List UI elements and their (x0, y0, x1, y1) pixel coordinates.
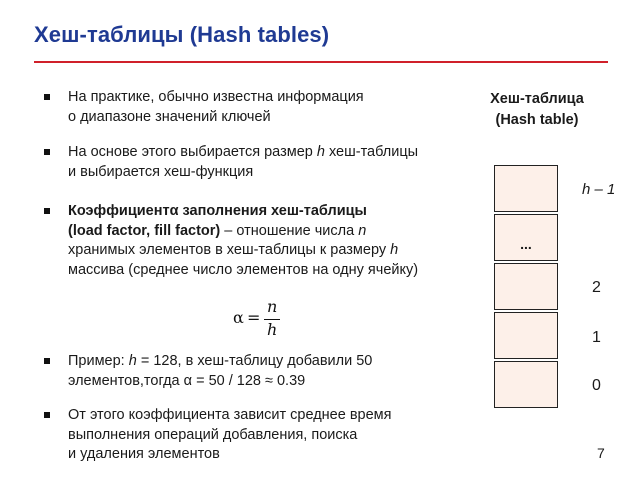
bullet-text: хеш-таблицы (324, 144, 419, 160)
bullet-text-bold: (load factor, fill factor) (68, 222, 221, 239)
hash-table-cell (494, 263, 558, 310)
hash-table-cell (494, 361, 558, 408)
var-h: h (390, 242, 399, 258)
bullet-square-icon (44, 94, 50, 100)
caption-line: (Hash table) (495, 112, 579, 128)
bullet-text: = 50 / 128 ≈ 0.39 (192, 372, 306, 389)
formula-alpha: α (233, 308, 244, 327)
var-h: h (316, 144, 325, 160)
title-divider (34, 61, 608, 63)
bullet-text: элементов,тогда (68, 372, 184, 389)
formula-denominator: h (267, 320, 278, 339)
bullet-square-icon (44, 149, 50, 155)
page-number: 7 (597, 445, 605, 461)
slide-title: Хеш-таблицы (Hash tables) (34, 22, 330, 47)
formula-numerator: n (267, 297, 278, 316)
index-label-1: 1 (592, 329, 601, 346)
bullet-square-icon (44, 412, 50, 418)
bullet-text: Коэффициент (68, 203, 170, 219)
bullet-text: От этого коэффициента зависит среднее время (68, 407, 392, 423)
hash-table-caption (478, 89, 596, 131)
bullet-text: На практике, обычно известна информация (68, 89, 364, 105)
bullet-text: и удаления элементов (68, 446, 220, 462)
ellipsis-label: ... (520, 236, 532, 252)
var-h: h (128, 353, 137, 369)
bullet-text: Пример: (68, 353, 129, 369)
alpha-symbol: α (169, 203, 179, 219)
bullet-text: массива (среднее число элементов на одну ячейку) (68, 261, 419, 278)
bullet-text: На основе этого выбирается размер (68, 144, 317, 160)
bullet-text: и выбирается хеш-функция (68, 163, 254, 180)
bullet-text: о диапазоне значений ключей (68, 108, 271, 125)
bullet-text: – отношение числа (220, 222, 359, 239)
bullet-text: = 128, в хеш-таблицу добавили 50 (136, 353, 373, 369)
index-label-top: h – 1 (582, 181, 616, 198)
index-label-2: 2 (592, 279, 601, 296)
bullet-text: выполнения операций добавления, поиска (68, 426, 358, 443)
index-label-0: 0 (592, 377, 601, 394)
bullet-text: заполнения хеш-таблицы (178, 203, 367, 219)
caption-line: Хеш-таблица (490, 91, 584, 107)
bullet-square-icon (44, 358, 50, 364)
bullet-text: хранимых элементов в хеш-таблицы к размеру (68, 242, 391, 258)
hash-table-cell (494, 312, 558, 359)
hash-table-cell (494, 165, 558, 212)
var-n: n (358, 222, 367, 239)
alpha-symbol: α (183, 372, 193, 389)
bullet-square-icon (44, 208, 50, 214)
formula-equals: = (247, 308, 261, 327)
